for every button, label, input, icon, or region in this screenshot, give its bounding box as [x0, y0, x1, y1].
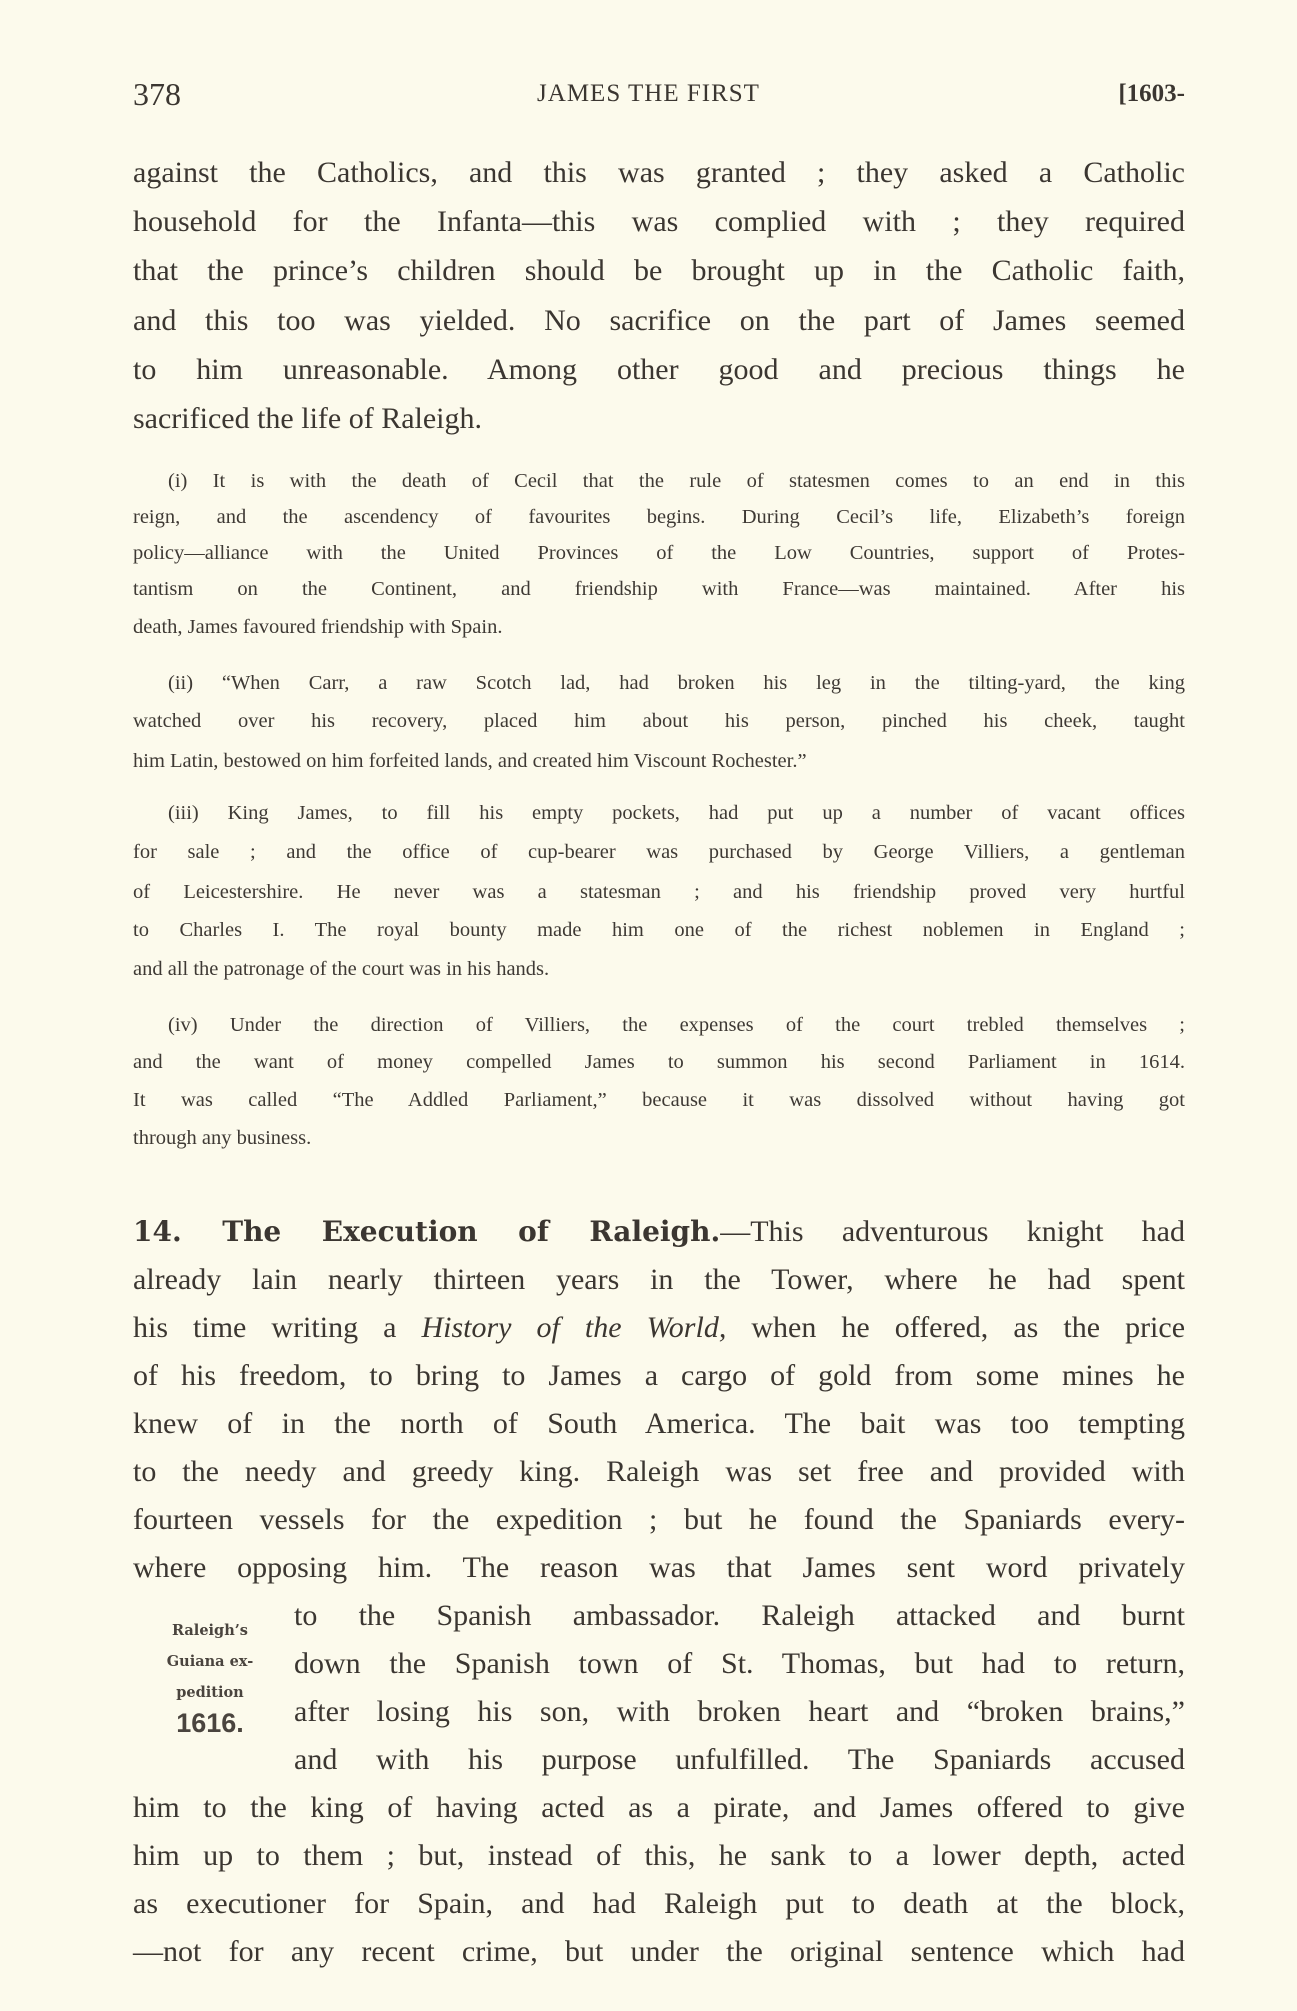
note-line: reign, and the ascendency of favourites begins. During Cecil’s life, Elizabeth’s foreign: [133, 506, 1185, 528]
running-title: JAMES THE FIRST: [537, 80, 760, 107]
text-line: to him unreasonable. Among other good and precious things he: [133, 352, 1185, 386]
text-line: —not for any recent crime, but under the original sentence which had: [133, 1935, 1185, 1968]
text-line: knew of in the north of South America. The bait was too tempting: [133, 1407, 1185, 1440]
note-line: to Charles I. The royal bounty made him one of the richest noblemen in England ;: [133, 919, 1185, 941]
text-line: and with his purpose unfulfilled. The Spaniards accused: [294, 1743, 1185, 1776]
text-line: to the Spanish ambassador. Raleigh attacked and burnt: [294, 1599, 1185, 1632]
text-line: and this too was yielded. No sacrifice on the part of James seemed: [133, 303, 1185, 337]
note-line: (i) It is with the death of Cecil that the rule of statesmen comes to an end in this: [168, 470, 1185, 492]
note-line: of Leicestershire. He never was a statesman ; and his friendship proved very hurtful: [133, 881, 1185, 903]
text-line: household for the Infanta—this was complied with ; they required: [133, 205, 1185, 239]
text-line: to the needy and greedy king. Raleigh was set free and provided with: [133, 1455, 1185, 1488]
text-line: against the Catholics, and this was granted ; they asked a Catholic: [133, 156, 1185, 189]
text-line: him up to them ; but, instead of this, he sank to a lower depth, acted: [133, 1839, 1185, 1872]
note-line: (iv) Under the direction of Villiers, the expenses of the court trebled themselves ;: [168, 1014, 1185, 1036]
text-line: sacrificed the life of Raleigh.: [133, 402, 483, 435]
note-line: for sale ; and the office of cup-bearer was purchased by George Villiers, a gentleman: [133, 841, 1185, 863]
note-line: and all the patronage of the court was in his hands.: [133, 958, 550, 980]
note-line: policy—alliance with the United Provinces of the Low Countries, support of Protes-: [133, 542, 1185, 564]
section-line: already lain nearly thirteen years in the Tower, where he had spent: [133, 1263, 1185, 1296]
book-title: History of the World,: [421, 1311, 727, 1344]
note-line: watched over his recovery, placed him about his person, pinched his cheek, taught: [133, 710, 1185, 732]
note-line: through any business.: [133, 1127, 312, 1149]
section-line: [133, 1308, 1185, 1348]
section-text: —This adventurous knight had: [720, 1215, 1185, 1248]
text-line: that the prince’s children should be brought up in the Catholic faith,: [133, 254, 1185, 288]
sidenote-line: Guiana ex-: [166, 1653, 254, 1670]
note-line: tantism on the Continent, and friendship with France—was maintained. After his: [133, 578, 1185, 600]
note-line: death, James favoured friendship with Spain.: [133, 616, 503, 638]
text-line: as executioner for Spain, and had Raleigh put to death at the block,: [133, 1887, 1185, 1920]
running-year: [1603-: [1118, 80, 1185, 107]
page-number: 378: [133, 76, 181, 112]
text-line: him to the king of having acted as a pirate, and James offered to give: [133, 1791, 1185, 1824]
note-line: him Latin, bestowed on him forfeited lands, and created him Viscount Rochester.”: [133, 750, 807, 772]
note-line: It was called “The Addled Parliament,” because it was dissolved without having got: [133, 1089, 1185, 1111]
section-text: his time writing a: [133, 1311, 397, 1344]
text-line: where opposing him. The reason was that James sent word privately: [133, 1551, 1185, 1584]
text-line: of his freedom, to bring to James a cargo of gold from some mines he: [133, 1359, 1185, 1392]
sidenote-year: 1616.: [176, 1708, 244, 1738]
section-text: when he offered, as the price: [751, 1311, 1186, 1344]
note-line: and the want of money compelled James to summon his second Parliament in 1614.: [133, 1051, 1185, 1073]
sidenote-line: pedition: [176, 1684, 244, 1701]
text-line: down the Spanish town of St. Thomas, but had to return,: [294, 1647, 1185, 1680]
text-line: after losing his son, with broken heart and “broken brains,”: [294, 1695, 1185, 1728]
sidenote-line: Raleigh’s: [172, 1622, 248, 1639]
text-line: fourteen vessels for the expedition ; but he found the Spaniards every-: [133, 1503, 1185, 1536]
section-line: [133, 1212, 1185, 1252]
note-line: (iii) King James, to fill his empty pockets, had put up a number of vacant offices: [168, 802, 1185, 824]
note-line: (ii) “When Carr, a raw Scotch lad, had broken his leg in the tilting-yard, the king: [168, 672, 1185, 694]
section-heading: 14. The Execution of Raleigh.: [133, 1215, 721, 1248]
